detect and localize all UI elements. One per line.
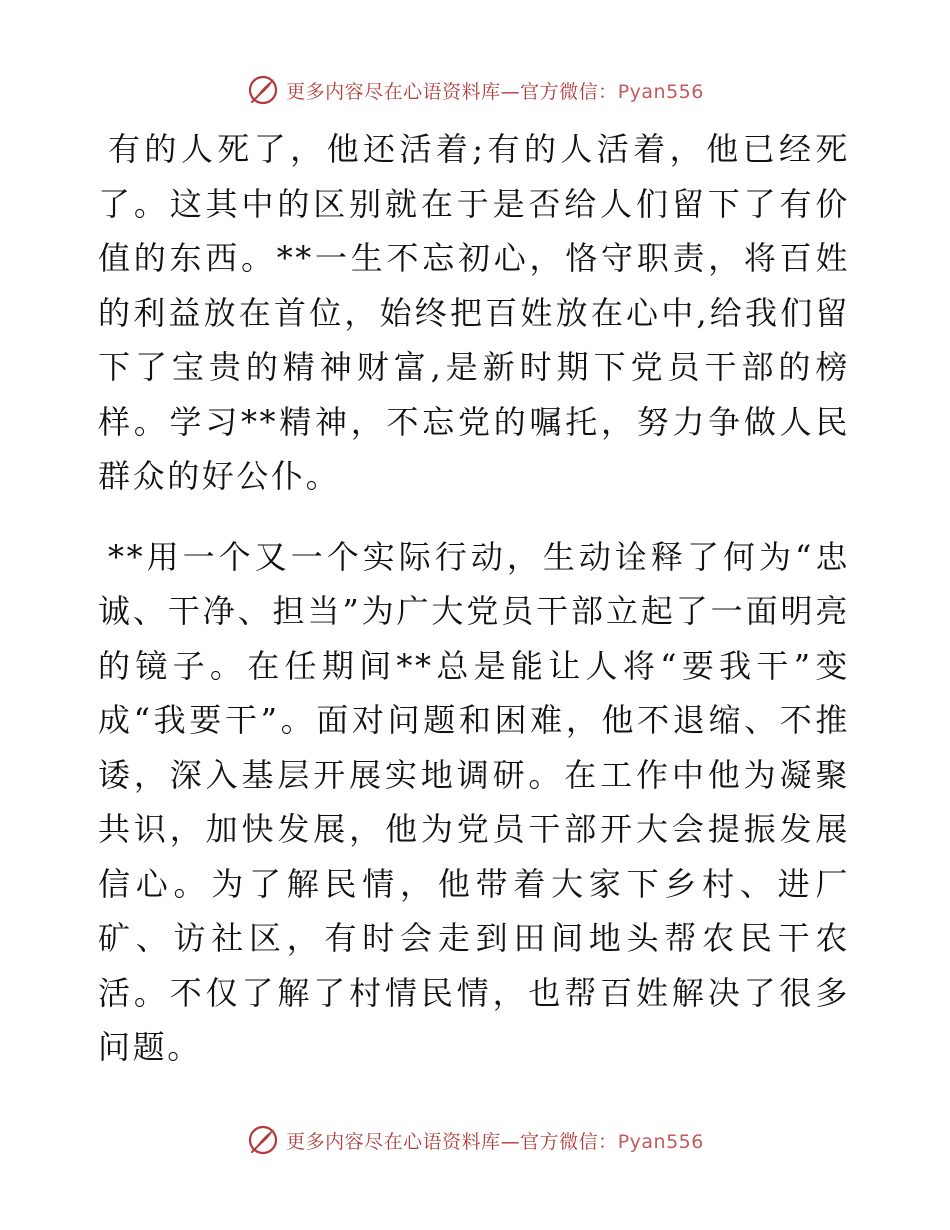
banner-text — [286, 1127, 704, 1154]
banner-separator: — — [500, 80, 521, 103]
banner-wechat-label: 官方微信： — [520, 1130, 618, 1153]
banner-wechat-id: Pyan556 — [617, 80, 704, 103]
banner-wechat-label: 官方微信： — [520, 80, 618, 103]
feather-pen-logo-icon — [246, 73, 280, 107]
footer-banner — [0, 1120, 950, 1160]
banner-main-text: 更多内容尽在心语资料库 — [286, 1130, 501, 1153]
banner-main-text: 更多内容尽在心语资料库 — [286, 80, 501, 103]
banner-wechat-id: Pyan556 — [617, 1130, 704, 1153]
header-banner — [0, 70, 950, 110]
document-body — [98, 122, 850, 1075]
paragraph-1: 有的人死了，他还活着;有的人活着，他已经死了。这其中的区别就在于是否给人们留下了有价值的东西。**一生不忘初心，恪守职责，将百姓的利益放在首位，始终把百姓放在心中,给我们留下了宝贵的精神财富,是新时期下党员干部的榜样。学习**精神，不忘党的嘱托，努力争做人民群众的好公仆。 — [98, 130, 850, 495]
banner-separator: — — [500, 1130, 521, 1153]
banner-text — [286, 77, 704, 104]
feather-pen-logo-icon — [246, 1123, 280, 1157]
paragraph-2: **用一个又一个实际行动，生动诠释了何为“忠诚、干净、担当”为广大党员干部立起了一面明亮的镜子。在任期间**总是能让人将“要我干”变成“我要干”。面对问题和困难，他不退缩、不推诿，深入基层开展实地调研。在工作中他为凝聚共识，加快发展，他为党员干部开大会提振发展信心。为了解民情，他带着大家下乡村、进厂矿、访社区，有时会走到田间地头帮农民干农活。不仅了解了村情民情，也帮百姓解决了很多问题。 — [98, 537, 850, 1066]
